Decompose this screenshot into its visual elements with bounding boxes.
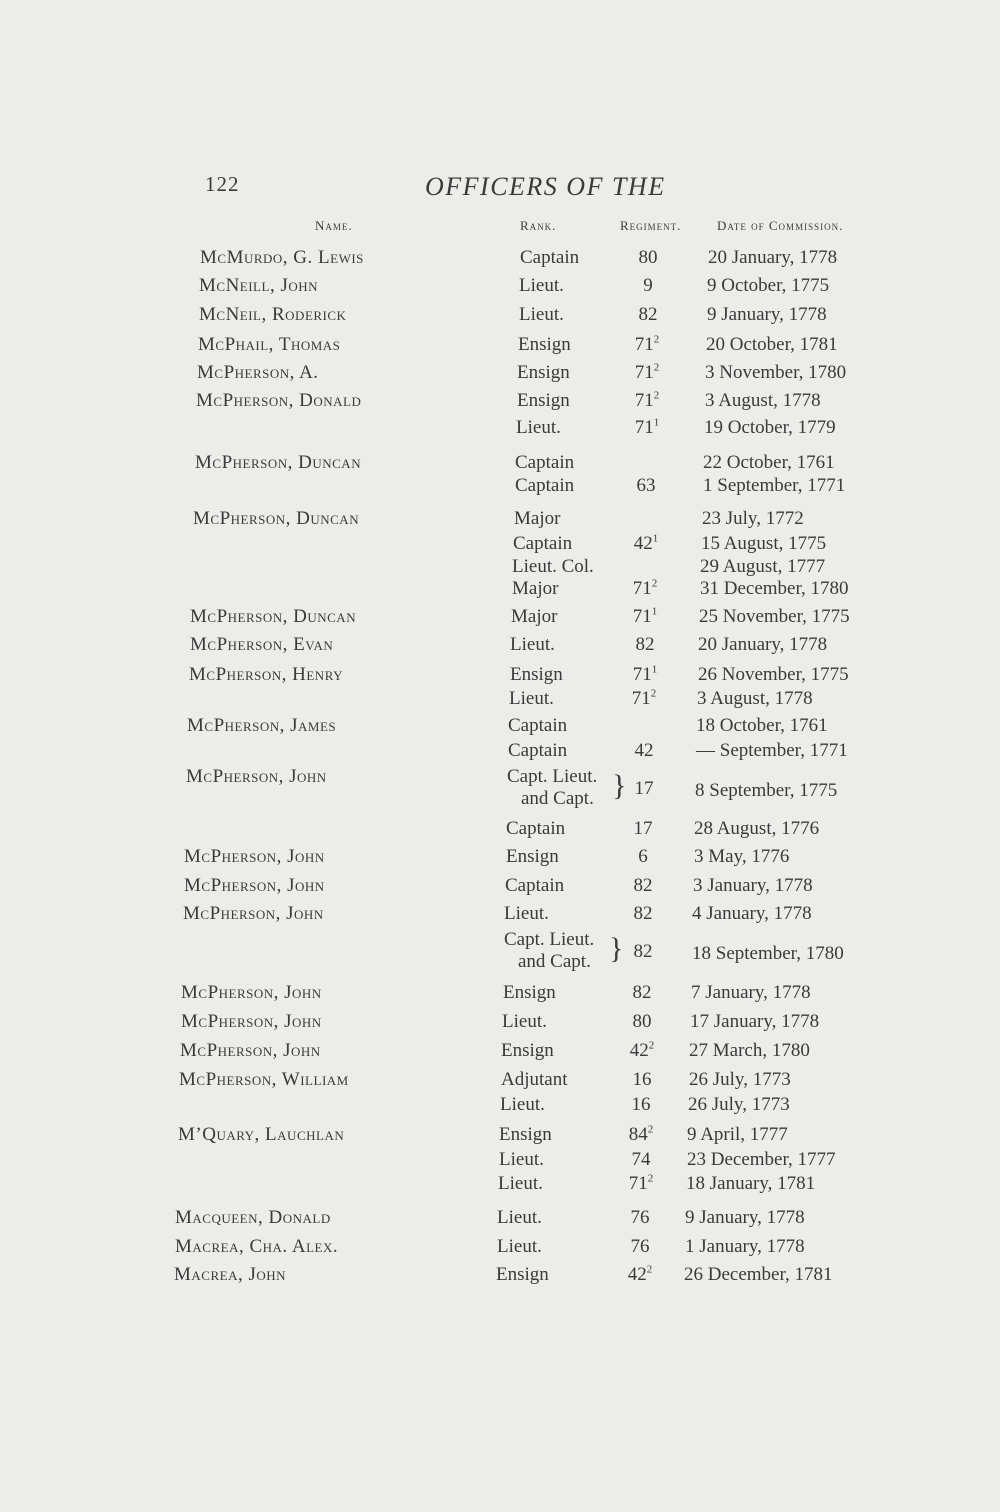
regiment-value: 71	[632, 606, 652, 627]
regiment-value: 80	[632, 1011, 652, 1032]
regiment-value: 42	[629, 1040, 649, 1061]
officer-rank: Captain	[513, 533, 573, 554]
battalion-superscript: 2	[653, 333, 660, 346]
officer-rank: Captain	[520, 247, 580, 268]
officer-rank: Lieut.	[519, 304, 564, 325]
regiment-value: 82	[633, 875, 653, 896]
commission-date: 29 August, 1777	[700, 556, 826, 577]
regiment-value: 74	[631, 1149, 651, 1170]
regiment-number	[613, 938, 673, 966]
regiment-number	[612, 1066, 672, 1094]
regiment-number	[613, 843, 673, 871]
regiment-value: 42	[633, 533, 653, 554]
regiment-number	[617, 387, 677, 415]
table-row	[0, 900, 1000, 928]
regiment-value: 71	[628, 1173, 648, 1194]
officer-rank: Lieut.	[519, 275, 564, 296]
regiment-value: 6	[638, 846, 648, 867]
regiment-value: 80	[638, 247, 658, 268]
commission-date: 3 August, 1778	[705, 390, 821, 411]
commission-date: 3 May, 1776	[694, 846, 790, 867]
table-row	[0, 1233, 1000, 1261]
regiment-number	[611, 1091, 671, 1119]
regiment-value: 82	[633, 941, 653, 962]
table-row	[0, 926, 1000, 972]
table-row	[0, 1037, 1000, 1065]
regiment-number	[618, 244, 678, 272]
officer-rank: Ensign	[496, 1264, 549, 1285]
commission-date: 26 November, 1775	[698, 664, 849, 685]
brace-icon: }	[612, 769, 627, 802]
regiment-number	[617, 414, 677, 442]
column-header-date: Date of Commission.	[717, 218, 844, 233]
officer-name: McMurdo, G. Lewis	[200, 247, 364, 268]
commission-date: 28 August, 1776	[694, 818, 820, 839]
regiment-number	[610, 1204, 670, 1232]
officer-rank: Ensign	[517, 362, 570, 383]
regiment-value: 9	[643, 275, 653, 296]
table-row	[0, 359, 1000, 387]
regiment-value: 71	[634, 362, 654, 383]
commission-date: — September, 1771	[696, 740, 848, 761]
officer-rank: Lieut.	[499, 1149, 544, 1170]
regiment-value: 17	[633, 818, 653, 839]
table-row	[0, 843, 1000, 871]
commission-date: 1 January, 1778	[685, 1236, 805, 1257]
regiment-value: 71	[634, 390, 654, 411]
regiment-number	[615, 575, 675, 603]
officer-rank: Lieut.	[502, 1011, 547, 1032]
regiment-value: 82	[633, 903, 653, 924]
officer-name: Macqueen, Donald	[175, 1207, 331, 1228]
officer-rank: Ensign	[503, 982, 556, 1003]
battalion-superscript: 1	[652, 532, 659, 545]
commission-date: 25 November, 1775	[699, 606, 850, 627]
officer-rank: Lieut. Col.	[512, 556, 594, 577]
officer-name: M’Quary, Lauchlan	[178, 1124, 345, 1145]
officer-rank: Major	[511, 606, 558, 627]
regiment-number	[617, 331, 677, 359]
battalion-superscript: 2	[647, 1172, 654, 1185]
officer-rank: Captain	[508, 715, 568, 736]
officer-name: McNeil, Roderick	[199, 304, 347, 325]
column-header-regiment: Regiment.	[620, 218, 682, 233]
officer-rank: Lieut.	[510, 634, 555, 655]
commission-date: 26 July, 1773	[688, 1094, 790, 1115]
table-row	[0, 331, 1000, 359]
officer-rank: Lieut.	[498, 1173, 543, 1194]
regiment-number	[615, 631, 675, 659]
battalion-superscript: 2	[653, 361, 660, 374]
page-number: 122	[205, 172, 240, 196]
commission-date: 23 July, 1772	[702, 508, 804, 529]
commission-date: 23 December, 1777	[687, 1149, 836, 1170]
officer-rank: Lieut.	[516, 417, 561, 438]
officer-rank: Lieut.	[500, 1094, 545, 1115]
officer-name: McPherson, John	[183, 903, 324, 924]
regiment-number	[618, 301, 678, 329]
commission-date: 20 January, 1778	[708, 247, 838, 268]
officer-rank: Capt. Lieut.	[507, 766, 598, 787]
commission-date: 22 October, 1761	[703, 452, 835, 473]
table-row	[0, 575, 1000, 603]
officer-rank: Ensign	[506, 846, 559, 867]
officer-rank-continued: and Capt.	[521, 788, 594, 809]
officer-rank: Ensign	[501, 1040, 554, 1061]
regiment-value: 82	[638, 304, 658, 325]
table-row	[0, 737, 1000, 765]
regiment-number	[614, 775, 674, 803]
officer-name: McPherson, Donald	[196, 390, 362, 411]
commission-date: 31 December, 1780	[700, 578, 849, 599]
officer-rank: Adjutant	[501, 1069, 568, 1090]
table-row	[0, 685, 1000, 713]
regiment-value: 16	[631, 1094, 651, 1115]
table-row	[0, 872, 1000, 900]
officer-name: McPherson, A.	[197, 362, 319, 383]
commission-date: 15 August, 1775	[701, 533, 827, 554]
table-row	[0, 603, 1000, 631]
commission-date: 20 October, 1781	[706, 334, 838, 355]
officer-rank: Captain	[508, 740, 568, 761]
regiment-value: 82	[635, 634, 655, 655]
commission-date: 18 October, 1761	[696, 715, 828, 736]
officer-rank: Major	[514, 508, 561, 529]
commission-date: 19 October, 1779	[704, 417, 836, 438]
commission-date: 9 October, 1775	[707, 275, 830, 296]
commission-date: 9 January, 1778	[685, 1207, 805, 1228]
regiment-number	[611, 1170, 671, 1198]
commission-date: 26 December, 1781	[684, 1264, 833, 1285]
officer-rank: Lieut.	[497, 1236, 542, 1257]
commission-date: 3 January, 1778	[693, 875, 813, 896]
commission-date: 26 July, 1773	[689, 1069, 791, 1090]
regiment-value: 71	[634, 334, 654, 355]
officer-rank: Ensign	[517, 390, 570, 411]
battalion-superscript: 1	[651, 663, 658, 676]
commission-date: 17 January, 1778	[690, 1011, 820, 1032]
officer-name: McPhail, Thomas	[198, 334, 341, 355]
battalion-superscript: 2	[648, 1039, 655, 1052]
officer-name: McPherson, John	[181, 1011, 322, 1032]
regiment-number	[610, 1233, 670, 1261]
officer-rank: Lieut.	[509, 688, 554, 709]
regiment-number	[611, 1121, 671, 1149]
table-row	[0, 815, 1000, 843]
battalion-superscript: 1	[653, 416, 660, 429]
officer-rank: Lieut.	[504, 903, 549, 924]
regiment-value: 16	[632, 1069, 652, 1090]
officer-name: McPherson, John	[184, 875, 325, 896]
table-row	[0, 414, 1000, 442]
officer-rank: Ensign	[510, 664, 563, 685]
officer-name: McPherson, James	[187, 715, 337, 736]
regiment-value: 82	[632, 982, 652, 1003]
regiment-number	[613, 900, 673, 928]
commission-date: 18 September, 1780	[692, 943, 844, 964]
regiment-number	[612, 1008, 672, 1036]
regiment-value: 63	[636, 475, 656, 496]
table-row	[0, 1008, 1000, 1036]
officer-name: McPherson, John	[180, 1040, 321, 1061]
table-row	[0, 1170, 1000, 1198]
commission-date: 1 September, 1771	[703, 475, 846, 496]
commission-date: 9 January, 1778	[707, 304, 827, 325]
regiment-number	[610, 1261, 670, 1289]
officer-rank: Ensign	[499, 1124, 552, 1145]
battalion-superscript: 2	[653, 389, 660, 402]
regiment-value: 17	[634, 778, 654, 799]
officer-rank: Captain	[506, 818, 566, 839]
commission-date: 3 November, 1780	[705, 362, 847, 383]
brace-icon: }	[609, 932, 624, 965]
officer-rank: Captain	[515, 475, 575, 496]
battalion-superscript: 2	[651, 577, 658, 590]
table-row	[0, 1091, 1000, 1119]
officer-name: McNeill, John	[199, 275, 318, 296]
regiment-value: 71	[631, 688, 651, 709]
regiment-value: 42	[627, 1264, 647, 1285]
regiment-value: 71	[632, 664, 652, 685]
running-head: OFFICERS OF THE	[425, 172, 666, 201]
commission-date: 8 September, 1775	[695, 780, 838, 801]
officer-rank: Captain	[515, 452, 575, 473]
regiment-number	[612, 979, 672, 1007]
regiment-number	[615, 603, 675, 631]
table-row	[0, 301, 1000, 329]
regiment-value: 71	[632, 578, 652, 599]
officer-name: McPherson, Duncan	[195, 452, 362, 473]
officer-name: McPherson, William	[179, 1069, 349, 1090]
officer-name: McPherson, Duncan	[193, 508, 360, 529]
officer-name: McPherson, Duncan	[190, 606, 357, 627]
column-header-rank: Rank.	[520, 218, 557, 233]
officer-rank: Ensign	[518, 334, 571, 355]
battalion-superscript: 1	[651, 605, 658, 618]
regiment-value: 42	[634, 740, 654, 761]
officer-rank-continued: and Capt.	[518, 951, 591, 972]
table-row	[0, 272, 1000, 300]
table-row	[0, 712, 1000, 740]
officer-name: McPherson, Henry	[189, 664, 344, 685]
table-row	[0, 387, 1000, 415]
commission-date: 7 January, 1778	[691, 982, 811, 1003]
officer-rank: Captain	[505, 875, 565, 896]
officer-rank: Capt. Lieut.	[504, 929, 595, 950]
column-header-name: Name.	[315, 218, 353, 233]
battalion-superscript: 2	[647, 1123, 654, 1136]
officer-name: McPherson, John	[184, 846, 325, 867]
table-row	[0, 472, 1000, 500]
regiment-number	[616, 472, 676, 500]
regiment-value: 71	[634, 417, 654, 438]
table-row	[0, 1121, 1000, 1149]
commission-date: 3 August, 1778	[697, 688, 813, 709]
officer-rank: Lieut.	[497, 1207, 542, 1228]
regiment-number	[614, 685, 674, 713]
regiment-number	[617, 359, 677, 387]
commission-date: 9 April, 1777	[687, 1124, 788, 1145]
regiment-number	[618, 272, 678, 300]
table-row	[0, 244, 1000, 272]
table-row	[0, 631, 1000, 659]
regiment-number	[612, 1037, 672, 1065]
regiment-number	[613, 815, 673, 843]
commission-date: 18 January, 1781	[686, 1173, 816, 1194]
officer-name: McPherson, John	[181, 982, 322, 1003]
regiment-number	[613, 872, 673, 900]
officer-name: Macrea, Cha. Alex.	[175, 1236, 339, 1257]
battalion-superscript: 2	[650, 687, 657, 700]
table-row	[0, 1204, 1000, 1232]
table-row	[0, 1066, 1000, 1094]
table-row	[0, 1261, 1000, 1289]
battalion-superscript: 2	[646, 1263, 653, 1276]
table-row	[0, 979, 1000, 1007]
commission-date: 4 January, 1778	[692, 903, 812, 924]
commission-date: 20 January, 1778	[698, 634, 828, 655]
regiment-number	[614, 737, 674, 765]
table-row	[0, 505, 1000, 533]
regiment-value: 84	[628, 1124, 648, 1145]
regiment-value: 76	[630, 1207, 650, 1228]
officer-name: McPherson, John	[186, 766, 327, 787]
commission-date: 27 March, 1780	[689, 1040, 810, 1061]
regiment-value: 76	[630, 1236, 650, 1257]
officer-rank: Major	[512, 578, 559, 599]
table-row	[0, 763, 1000, 809]
officer-name: Macrea, John	[174, 1264, 287, 1285]
officer-name: McPherson, Evan	[190, 634, 334, 655]
